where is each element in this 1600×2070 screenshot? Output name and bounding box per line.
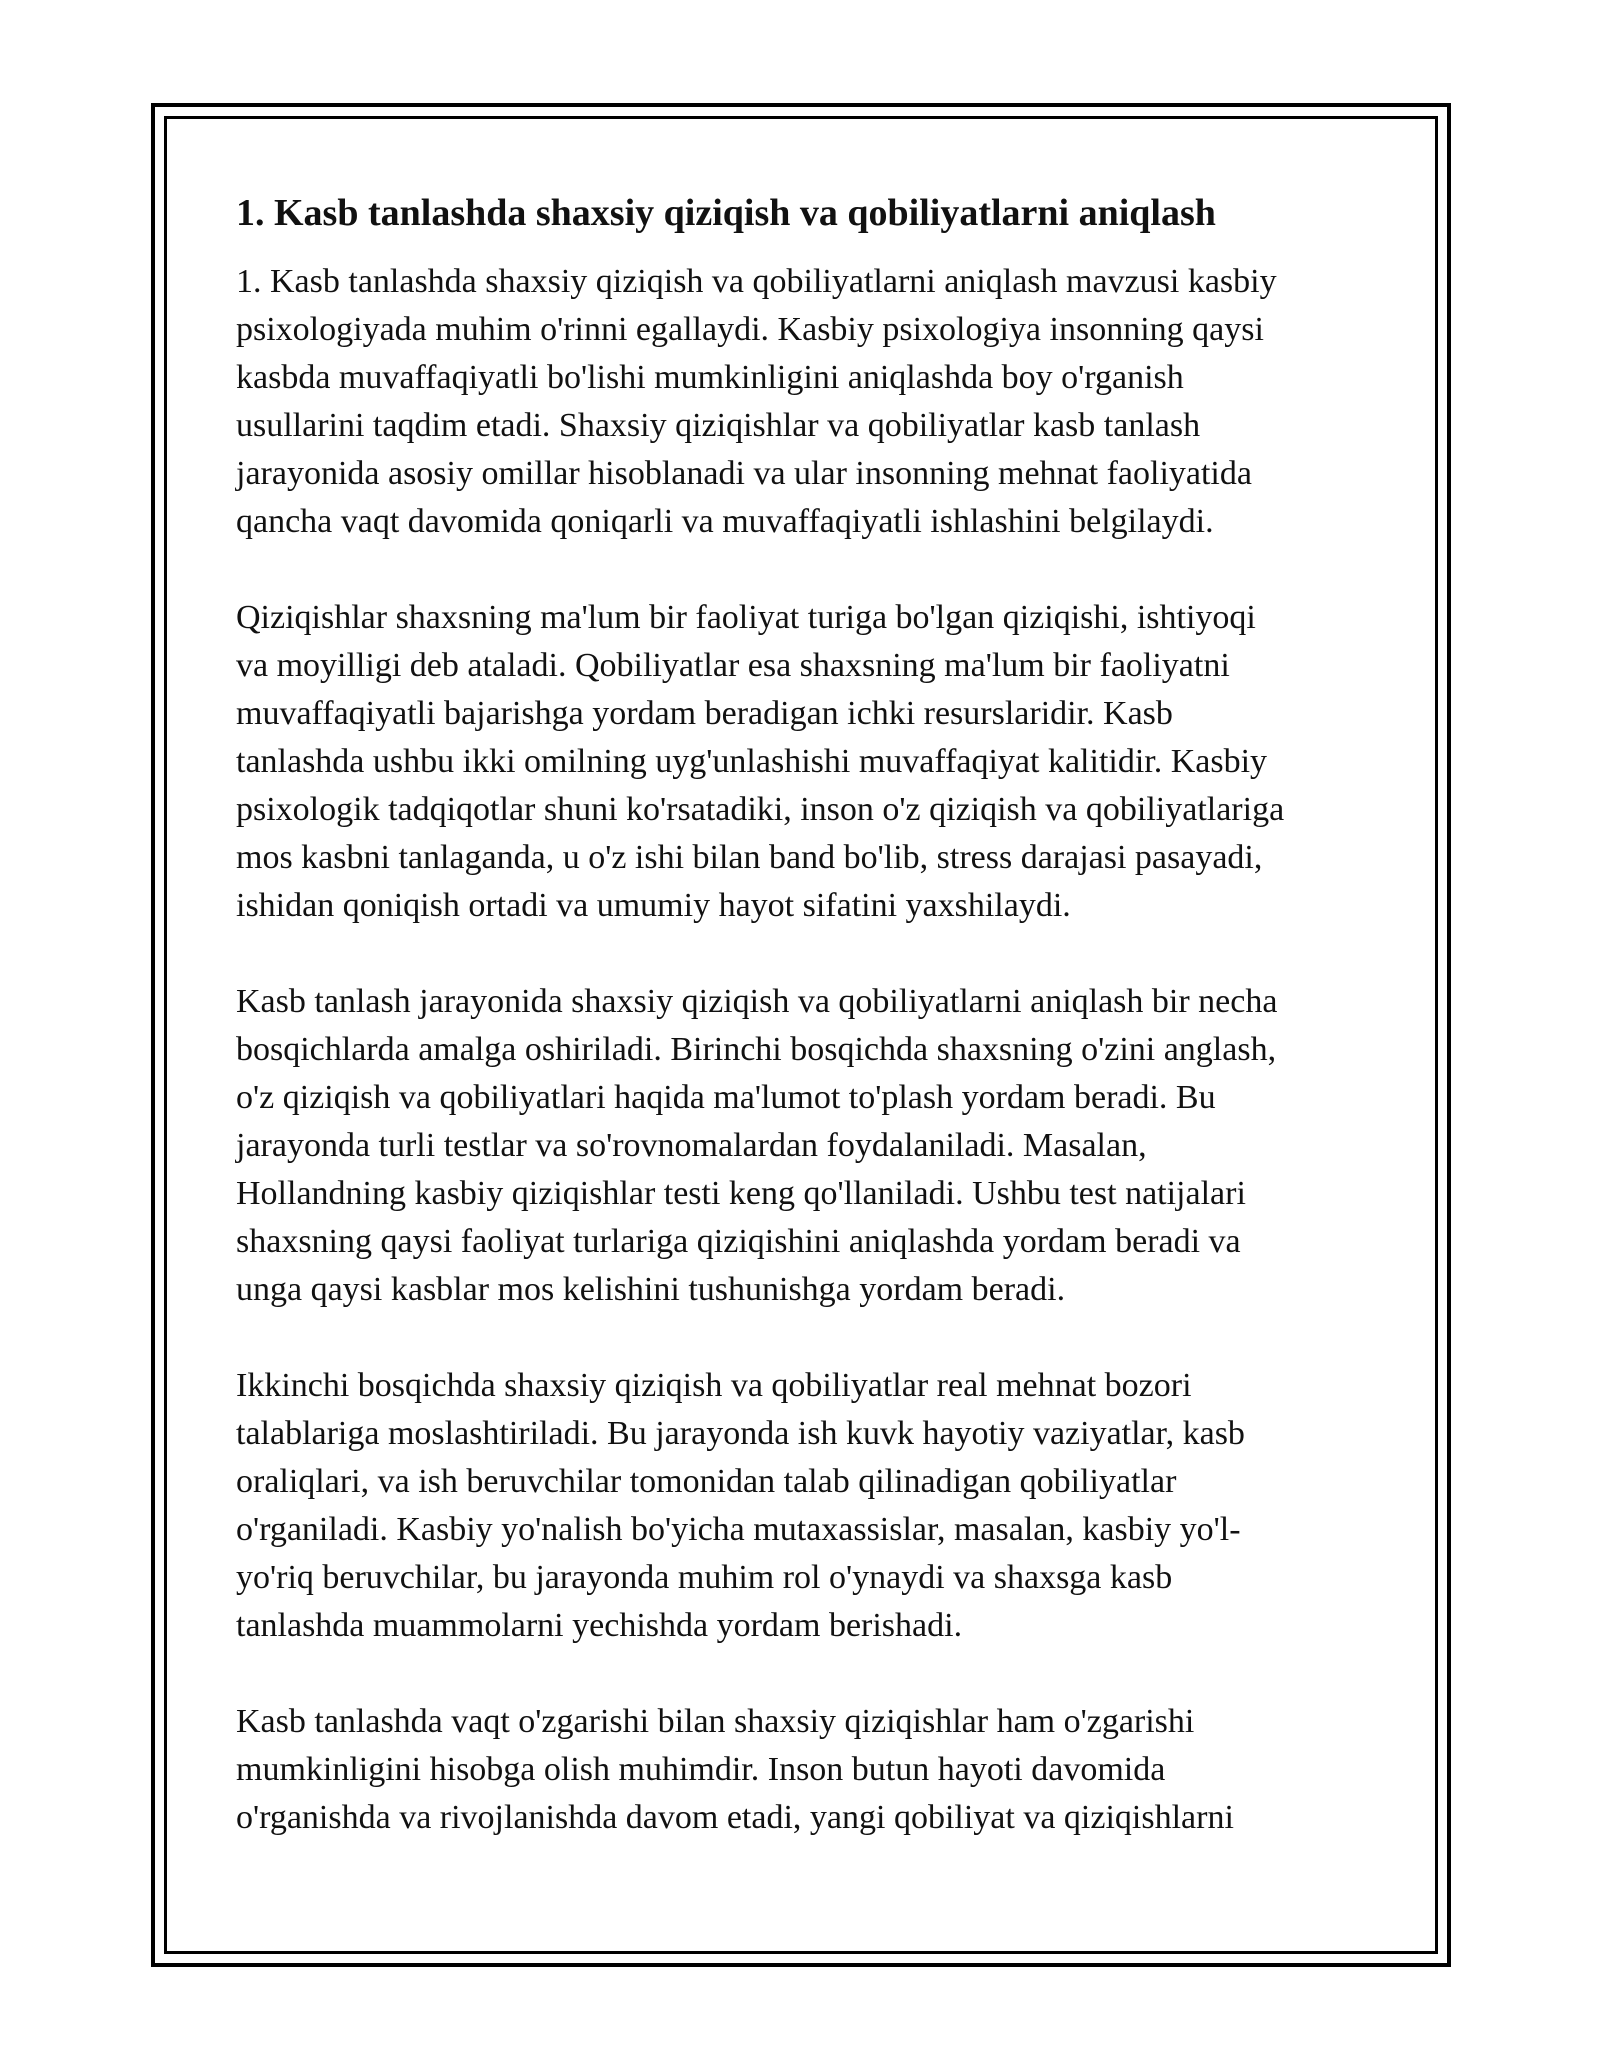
section-heading: 1. Kasb tanlashda shaxsiy qiziqish va qobiliyatlarni aniqlash <box>236 192 1216 234</box>
paragraph-2: Qiziqishlar shaxsning ma'lum bir faoliyat turiga bo'lgan qiziqishi, ishtiyoqi va moyilligi deb ataladi. Qobiliyatlar esa shaxsning ma'lum bir faoliyatni muvaffaqiyatli bajarishga yordam beradigan ichki resurslaridir. Kasb tanlashda ushbu ikki omilning uyg'unlashishi muvaffaqiyat kalitidir. Kasbiy psixologik tadqiqotlar shuni ko'rsatadiki, inson o'z qiziqish va qobiliyatlariga mos kasbni tanlaganda, u o'z ishi bilan band bo'lib, stress darajasi pasayadi, ishidan qoniqish ortadi va umumiy hayot sifatini yaxshilaydi. <box>236 599 1285 924</box>
paragraph-5: Kasb tanlashda vaqt o'zgarishi bilan shaxsiy qiziqishlar ham o'zgarishi mumkinligini hisobga olish muhimdir. Inson butun hayoti davomida o'rganishda va rivojlanishda davom etadi, yangi qobiliyat va qiziqishlarni <box>236 1703 1234 1836</box>
paragraph-3: Kasb tanlash jarayonida shaxsiy qiziqish va qobiliyatlarni aniqlash bir necha bosqichlarda amalga oshiriladi. Birinchi bosqichda shaxsning o'zini anglash, o'z qiziqish va qobiliyatlari haqida ma'lumot to'plash yordam beradi. Bu jarayonda turli testlar va so'rovnomalardan foydalaniladi. Masalan, Hollandning kasbiy qiziqishlar testi keng qo'llaniladi. Ushbu test natijalari shaxsning qaysi faoliyat turlariga qiziqishini aniqlashda yordam beradi va unga qaysi kasblar mos kelishini tushunishga yordam beradi. <box>236 983 1278 1308</box>
document-body <box>236 188 1376 1890</box>
paragraph-1: 1. Kasb tanlashda shaxsiy qiziqish va qobiliyatlarni aniqlash mavzusi kasbiy psixologiyada muhim o'rinni egallaydi. Kasbiy psixologiya insonning qaysi kasbda muvaffaqiyatli bo'lishi mumkinligini aniqlashda boy o'rganish usullarini taqdim etadi. Shaxsiy qiziqishlar va qobiliyatlar kasb tanlash jarayonida asosiy omillar hisoblanadi va ular insonning mehnat faoliyatida qancha vaqt davomida qoniqarli va muvaffaqiyatli ishlashini belgilaydi. <box>236 263 1277 540</box>
paragraph-4: Ikkinchi bosqichda shaxsiy qiziqish va qobiliyatlar real mehnat bozori talablariga moslashtiriladi. Bu jarayonda ish kuvk hayotiy vaziyatlar, kasb oraliqlari, va ish beruvchilar tomonidan talab qilinadigan qobiliyatlar o'rganiladi. Kasbiy yo'nalish bo'yicha mutaxassislar, masalan, kasbiy yo'l- yo'riq beruvchilar, bu jarayonda muhim rol o'ynaydi va shaxsga kasb tanlashda muammolarni yechishda yordam berishadi. <box>236 1367 1245 1644</box>
